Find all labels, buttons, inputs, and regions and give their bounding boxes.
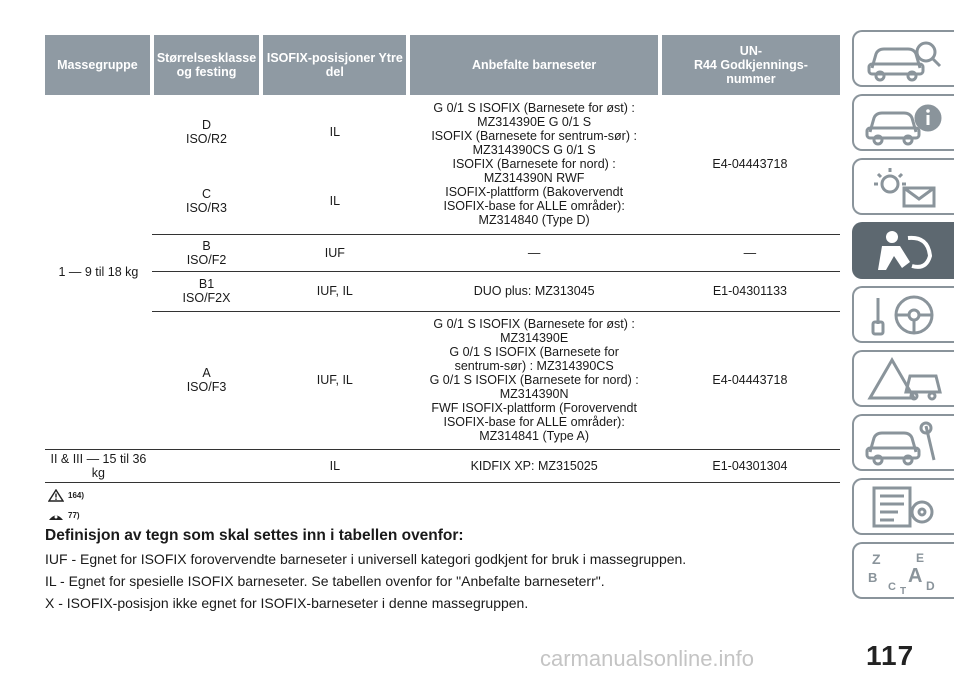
car-wrench-icon — [864, 420, 944, 466]
spec-sheet-gear-icon — [864, 484, 944, 530]
seat-cell: DUO plus: MZ313045 — [408, 271, 659, 311]
header-recommended-seats: Anbefalte barneseter — [408, 35, 659, 95]
header-approval-number: UN- R44 Godkjennings- nummer — [660, 35, 840, 95]
nav-tab-emergency[interactable] — [852, 350, 954, 407]
svg-text:C: C — [888, 580, 896, 593]
table-row — [45, 449, 840, 482]
definition-line: IUF - Egnet for ISOFIX forovervendte barneseter i universell kategori godkjent for bruk i massegruppen. — [45, 551, 687, 567]
header-mass-group: Massegruppe — [45, 35, 152, 95]
nav-tab-index[interactable] — [852, 542, 954, 599]
seat-cell: KIDFIX XP: MZ315025 — [408, 449, 659, 482]
table-row — [45, 234, 840, 271]
watermark: carmanualsonline.info — [540, 646, 755, 671]
mass-group-cell: 1 — 9 til 18 kg — [45, 95, 152, 449]
footnote-caution[interactable] — [48, 509, 80, 522]
footnote-label: 77) — [68, 511, 80, 520]
table-row — [45, 311, 840, 449]
seat-cell: G 0/1 S ISOFIX (Barnesete for øst) : MZ314390E G 0/1 S ISOFIX (Barnesete for sentrum-sør) : MZ314390CS G 0/1 S ISOFIX (Barnesete for nord) : MZ314390N FWF ISOFIX-plattform (Forovervendt ISOFIX-base for ALLE områder): MZ314841 (Type A) — [408, 311, 659, 449]
svg-text:T: T — [900, 585, 907, 594]
definitions-section — [45, 527, 845, 617]
header-isofix-positions: ISOFIX-posisjoner Ytre del — [261, 35, 408, 95]
nav-tab-driving[interactable] — [852, 286, 954, 343]
size-class-cell: C ISO/R3 — [152, 168, 261, 234]
header-size-class: Størrelsesklasse og festing — [152, 35, 261, 95]
footnote-label: 164) — [68, 491, 85, 500]
svg-text:Z: Z — [872, 550, 881, 567]
alphabet-index-icon — [864, 548, 944, 594]
mass-group-cell: II & III — 15 til 36 kg — [45, 449, 152, 482]
footnote-warning[interactable] — [48, 489, 84, 502]
key-steering-wheel-icon — [864, 292, 944, 338]
chapter-nav — [852, 30, 957, 606]
svg-text:E: E — [916, 550, 925, 565]
definition-line: IL - Egnet for spesielle ISOFIX barneseter. Se tabellen ovenfor for "Anbefalte barneseterr". — [45, 573, 605, 589]
svg-text:A: A — [908, 564, 923, 587]
page-number: 117 — [866, 640, 915, 671]
svg-text:B: B — [868, 569, 878, 585]
warning-triangle-icon — [48, 489, 64, 502]
table-row — [45, 271, 840, 311]
approval-cell: — — [660, 234, 840, 271]
size-class-cell — [152, 449, 261, 482]
emergency-triangle-icon — [864, 356, 944, 402]
definitions-title: Definisjon av tegn som skal settes inn i tabellen ovenfor: — [45, 527, 464, 544]
definition-line: X - ISOFIX-posisjon ikke egnet for ISOFIX-barneseter i denne massegruppen. — [45, 595, 529, 611]
approval-cell: E4-04443718 — [660, 95, 840, 234]
airbag-seat-icon — [864, 228, 944, 274]
caution-icon — [48, 509, 64, 522]
size-class-cell: A ISO/F3 — [152, 311, 261, 449]
nav-tab-vehicle-info[interactable] — [852, 94, 954, 151]
position-cell: IL — [261, 168, 408, 234]
size-class-cell: B1 ISO/F2X — [152, 271, 261, 311]
position-cell: IUF, IL — [261, 271, 408, 311]
warning-light-message-icon — [864, 164, 944, 210]
nav-tab-maintenance[interactable] — [852, 414, 954, 471]
approval-cell: E4-04443718 — [660, 311, 840, 449]
table-row — [45, 95, 840, 168]
nav-tab-warning-lights[interactable] — [852, 158, 954, 215]
position-cell: IL — [329, 124, 341, 139]
car-info-icon — [864, 100, 944, 146]
nav-tab-technical-data[interactable] — [852, 478, 954, 535]
nav-tab-vehicle-overview[interactable] — [852, 30, 954, 87]
position-cell: IUF, IL — [261, 311, 408, 449]
nav-tab-safety[interactable] — [852, 222, 954, 279]
svg-text:D: D — [926, 578, 935, 593]
isofix-table — [45, 35, 840, 483]
approval-cell: E1-04301304 — [660, 449, 840, 482]
size-class-cell: B ISO/F2 — [152, 234, 261, 271]
table-header-row — [45, 35, 840, 95]
position-cell: IUF — [261, 234, 408, 271]
seat-cell: — — [408, 234, 659, 271]
size-class-cell: D ISO/R2 — [186, 117, 227, 146]
car-magnifier-icon — [864, 36, 944, 82]
seat-cell: G 0/1 S ISOFIX (Barnesete for øst) : MZ314390E G 0/1 S ISOFIX (Barnesete for sentrum-sør) : MZ314390CS G 0/1 S ISOFIX (Barnesete for nord) : MZ314390N RWF ISOFIX-plattform (Bakovervendt ISOFIX-base for ALLE områder): MZ314840 (Type D) — [408, 95, 659, 234]
position-cell: IL — [261, 449, 408, 482]
approval-cell: E1-04301133 — [660, 271, 840, 311]
